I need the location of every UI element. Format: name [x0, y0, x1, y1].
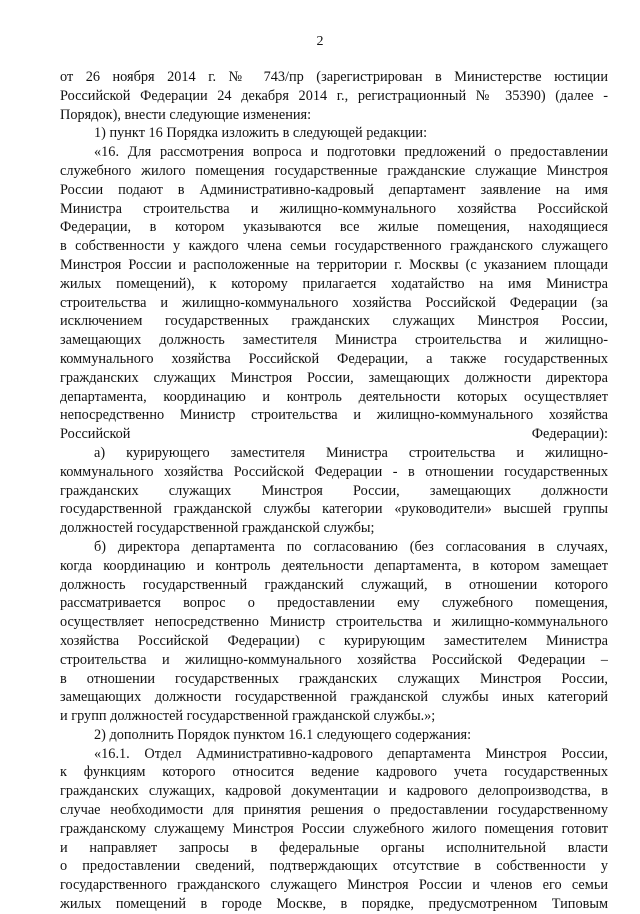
text-line: должностей государственной гражданской службы; [60, 520, 375, 537]
text-line: России подают в Административно-кадровый департамент заявление на имя [60, 181, 608, 198]
text-line: в отношении государственных гражданских служащих Минстроя России, [60, 670, 608, 687]
document-body [60, 68, 608, 914]
text-line: случае необходимости для принятия решения о предоставлении государственному [60, 802, 608, 819]
text-line: исключением государственных гражданских служащих Минстроя России, [60, 313, 608, 330]
text-line: замещающих должность заместителя Министра строительства и жилищно- [60, 332, 608, 349]
text-line: а) курирующего заместителя Министра строительства и жилищно- [94, 444, 608, 461]
text-line: Минстроя России и расположенные на территории г. Москвы (с указанием площади [60, 256, 608, 273]
text-line: гражданскому служащему Минстроя России служебного жилого помещения готовит [60, 820, 608, 837]
text-line: коммунального хозяйства Российской Федерации - в отношении государственных [60, 463, 608, 480]
text-line: государственного гражданского служащего Минстроя России и членов его семьи [60, 877, 608, 894]
text-line: Российской Федерации 24 декабря 2014 г., регистрационный № 35390) (далее - [60, 87, 608, 104]
text-line: хозяйства Российской Федерации) с курирующим заместителем Министра [60, 632, 608, 649]
paragraph [60, 124, 608, 143]
text-line: и направляет запросы в федеральные органы исполнительной власти [60, 839, 608, 856]
text-line: Порядок), внести следующие изменения: [60, 106, 312, 123]
text-line: когда координацию и контроль деятельности департамента, в котором замещает [60, 557, 608, 574]
text-line: «16. Для рассмотрения вопроса и подготовки предложений о предоставлении [94, 144, 608, 161]
text-line: непосредственно Министр строительства и жилищно-коммунального хозяйства [60, 407, 608, 424]
text-line: департамента, координацию и контроль деятельности которых осуществляет [60, 388, 608, 405]
text-line: замещающих должности государственной гражданской службы иных категорий [60, 689, 608, 706]
paragraph [60, 444, 608, 538]
paragraph [60, 143, 608, 444]
text-line: от 26 ноября 2014 г. № 743/пр (зарегистрирован в Министерстве юстиции [60, 69, 608, 85]
text-line: строительства и жилищно-коммунального хозяйства Российской Федерации – [60, 651, 608, 668]
text-line: к функциям которого относится ведение кадрового учета государственных [60, 764, 608, 781]
text-line: должность государственный гражданский служащий, в отношении которого [60, 576, 608, 593]
text-line: рассматривается вопрос о предоставлении ему служебного помещения, [60, 595, 608, 612]
text-line: строительства и жилищно-коммунального хозяйства Российской Федерации (за [60, 294, 608, 311]
text-line: «16.1. Отдел Административно-кадрового департамента Минстроя России, [94, 745, 608, 762]
paragraph [60, 68, 608, 124]
page-number: 2 [316, 34, 324, 49]
text-line: в собственности у каждого члена семьи государственного гражданского служащего [60, 238, 608, 255]
text-line: гражданских служащих Минстроя России, замещающих должности директора [60, 369, 608, 386]
paragraph [60, 538, 608, 726]
text-line: б) директора департамента по согласованию (без согласования в случаях, [94, 538, 608, 555]
text-line: коммунального хозяйства Российской Федерации, а также государственных [60, 350, 608, 367]
text-line: 1) пункт 16 Порядка изложить в следующей редакции: [94, 125, 428, 142]
text-line: гражданских служащих Минстроя России, замещающих должности [60, 482, 608, 499]
text-line: служебного жилого помещения государственные гражданские служащие Минстроя [60, 162, 608, 179]
text-line: Министра строительства и жилищно-коммунального хозяйства Российской [60, 200, 608, 217]
text-line: жилых помещений в городе Москве, в порядке, предусмотренном Типовым [60, 896, 608, 913]
text-line: Федерации, в котором указываются все жилые помещения, находящиеся [60, 219, 608, 236]
text-line: и групп должностей государственной гражданской службы.»; [60, 708, 436, 725]
text-line: жилых помещений), к которому прилагается ходатайство на имя Министра [60, 275, 608, 292]
text-line: Российской Федерации): [60, 426, 608, 443]
paragraph [60, 726, 608, 745]
text-line: гражданских служащих, кадровой документации и кадрового делопроизводства, в [60, 783, 608, 800]
text-line: о предоставлении сведений, подтверждающих отсутствие в собственности у [60, 858, 608, 875]
text-line: осуществляет непосредственно Министр строительства и жилищно-коммунального [60, 614, 608, 631]
text-line: 2) дополнить Порядок пунктом 16.1 следующего содержания: [94, 726, 472, 743]
paragraph [60, 745, 608, 914]
text-line: государственной гражданской службы категории «руководители» высшей группы [60, 501, 608, 518]
